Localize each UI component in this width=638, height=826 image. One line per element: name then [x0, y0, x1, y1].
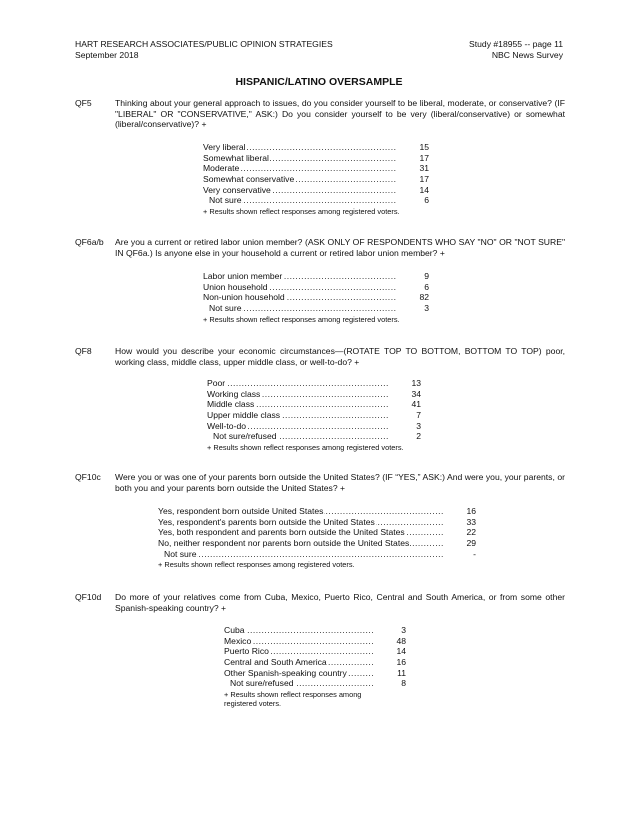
- question-text: Thinking about your general approach to issues, do you consider yourself to be liberal, moderate, or conservative? (IF "LIBERAL" OR "CONSERVATIVE," ASK:) Do you consider yourself to be very (liberal/conservative) or somewhat (liberal/conservative)? +: [115, 98, 565, 130]
- page-title: HISPANIC/LATINO OVERSAMPLE: [235, 76, 403, 88]
- response-row: Not sure ..... 3: [203, 303, 429, 314]
- response-row: Somewhat conservative ..... 17: [203, 174, 429, 185]
- header-org: HART RESEARCH ASSOCIATES/PUBLIC OPINION STRATEGIES: [75, 39, 333, 49]
- response-row: Upper middle class ..... 7: [207, 410, 421, 421]
- response-row: Labor union member ..... 9: [203, 271, 429, 282]
- question-text: How would you describe your economic circumstances—(ROTATE TOP TO BOTTOM, BOTTOM TO TOP) poor, working class, middle class, upper middle class, or well-to-do? +: [115, 346, 565, 367]
- responses-qf10c: [158, 506, 476, 570]
- response-row: Puerto Rico ..... 14: [224, 646, 406, 657]
- response-row: Working class ..... 34: [207, 389, 421, 400]
- question-qf10c: [75, 472, 565, 493]
- question-text: Were you or was one of your parents born outside the United States? (IF “YES,” ASK:) And were you, your parents, or both you and your parents born outside the United States? +: [115, 472, 565, 493]
- response-row: Non-union household ..... 82: [203, 292, 429, 303]
- question-qf8: [75, 346, 565, 367]
- results-note: + Results shown reflect responses among registered voters.: [224, 690, 362, 709]
- question-qf10d: [75, 592, 565, 613]
- header-left: [75, 39, 333, 61]
- response-row: Very liberal ..... 15: [203, 142, 429, 153]
- responses-qf10d: [224, 625, 406, 709]
- response-row: Middle class ..... 41: [207, 399, 421, 410]
- question-text: Do more of your relatives come from Cuba, Mexico, Puerto Rico, Central and South America, or from some other Spanish-speaking country? +: [115, 592, 565, 613]
- question-text: Are you a current or retired labor union member? (ASK ONLY OF RESPONDENTS WHO SAY "NO" OR "NOT SURE" IN QF6a.) Is anyone else in your household a current or retired labor union member? +: [115, 237, 565, 258]
- response-row: Cuba ..... 3: [224, 625, 406, 636]
- response-row: Poor ..... 13: [207, 378, 421, 389]
- response-row: No, neither respondent nor parents born outside the United States ..... 29: [158, 538, 476, 549]
- response-row: Not sure/refused ..... 8: [224, 678, 406, 689]
- response-row: Not sure ..... 6: [203, 195, 429, 206]
- results-note: + Results shown reflect responses among registered voters.: [158, 560, 355, 570]
- response-row: Yes, respondent born outside United States ..... 16: [158, 506, 476, 517]
- response-row: Yes, both respondent and parents born outside the United States ..... 22: [158, 527, 476, 538]
- results-note: + Results shown reflect responses among registered voters.: [203, 314, 400, 324]
- response-row: Mexico ..... 48: [224, 636, 406, 647]
- response-row: Moderate ..... 31: [203, 163, 429, 174]
- question-id: QF8: [75, 346, 92, 356]
- header-survey: NBC News Survey: [491, 50, 563, 60]
- header-study: Study #18955 -- page 11: [469, 39, 563, 49]
- response-row: Not sure ..... -: [158, 549, 476, 560]
- question-id: QF10d: [75, 592, 102, 602]
- response-row: Yes, respondent's parents born outside the United States ..... 33: [158, 517, 476, 528]
- responses-qf8: [207, 378, 421, 452]
- response-row: Not sure/refused ..... 2: [207, 431, 421, 442]
- response-row: Somewhat liberal ..... 17: [203, 153, 429, 164]
- responses-qf5: [203, 142, 429, 216]
- question-qf5: [75, 98, 565, 130]
- results-note: + Results shown reflect responses among registered voters.: [203, 207, 400, 217]
- responses-qf6ab: [203, 271, 429, 324]
- question-qf6ab: [75, 237, 565, 258]
- response-row: Other Spanish-speaking country ..... 11: [224, 668, 406, 679]
- question-id: QF6a/b: [75, 237, 104, 247]
- header-right: [469, 39, 563, 61]
- question-id: QF5: [75, 98, 92, 108]
- response-row: Very conservative ..... 14: [203, 185, 429, 196]
- results-note: + Results shown reflect responses among registered voters.: [207, 443, 404, 453]
- response-row: Union household ..... 6: [203, 282, 429, 293]
- response-row: Central and South America ..... 16: [224, 657, 406, 668]
- question-id: QF10c: [75, 472, 101, 482]
- response-row: Well-to-do ..... 3: [207, 421, 421, 432]
- header-date: September 2018: [75, 50, 139, 60]
